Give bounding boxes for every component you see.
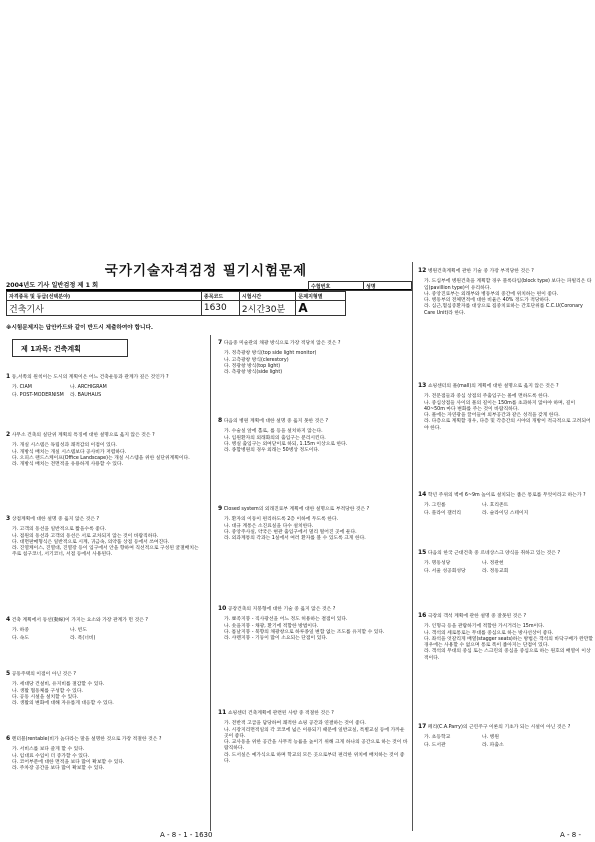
exam-info-table — [6, 291, 346, 316]
exam-title: 국가기술자격검정 필기시험문제 — [104, 263, 308, 279]
answer-option: 라. 심근,혈심증환자를 대상으로 집중치료하는 간호단위를 C.C.U(Coronary Care Unit)라 한다. — [424, 304, 583, 316]
column-divider — [412, 262, 413, 831]
answer-options — [218, 351, 408, 376]
question-number: 16 — [418, 612, 427, 619]
question-stem: Closed system의 외래진료부 계획에 대한 설명으로 부적당한 것은 ? — [223, 507, 370, 512]
question-text — [6, 432, 202, 439]
answer-option: 다. 코어부분에 대한 면적을 보다 많이 확보할 수 있다. — [12, 759, 125, 765]
answer-option: 라. 외과계통의 각과는 1실에서 여러 환자를 볼 수 있도록 크게 한다. — [224, 536, 366, 542]
answer-options — [218, 429, 408, 454]
answer-option: 다. 속도 — [12, 635, 29, 641]
question-stem: 쇼핑센터의 몰(mall)의 계획에 대한 설명으로 옳지 않은 것은 ? — [427, 384, 559, 389]
answer-option: 가. 명동성당 — [424, 561, 451, 567]
answer-option: 가. 인형극 등을 관람하기에 적합한 가시거리는 15m이다. — [424, 624, 545, 630]
question-stem: 쇼핑센터 건축계획에 관련된 사항 중 적절한 것은 ? — [227, 711, 334, 716]
answer-option: 라. 개방식 배치는 전면적을 유용하게 사용할 수 있다. — [12, 462, 124, 468]
question-number: 4 — [6, 616, 11, 623]
question-number: 9 — [218, 505, 223, 512]
answer-option: 나. ARCHIGRAM — [70, 385, 107, 391]
answer-option: 다. 몰에는 자연광을 끌어들여 외부공간과 같은 성격을 갖게 한다. — [424, 413, 560, 419]
answer-option: 나. 개방식 배치는 개실 시스템보다 공사비가 저렴하다. — [12, 449, 127, 455]
question-16 — [418, 613, 595, 662]
answer-option: 가. 전반적 고급을 담당하여 쾌적한 쇼핑 공간과 연결하는 것이 좋다. — [224, 721, 366, 727]
question-text — [418, 492, 595, 499]
answer-option: 가. 세대당 건설비, 유지비를 절감할 수 있다. — [12, 682, 105, 688]
answer-option: 다. 서울 성공회성당 — [424, 568, 466, 574]
time-value: 2시간30분 — [239, 301, 296, 316]
question-2 — [6, 432, 202, 468]
question-number: 17 — [418, 723, 427, 730]
code-value: 1630 — [201, 301, 239, 316]
answer-option: 라. 정동교회 — [482, 568, 509, 574]
answer-option: 나. 시장지리면적일의 각 코코에 넓은 이용되기 때문에 일반교실, 특별교실 등에 가까운 곳이 좋다. — [224, 727, 405, 739]
question-number: 11 — [218, 709, 227, 716]
answer-option: 다. 좌석을 엇갈리게 배열(stagger seats)하는 방법은 객석의 바닥구배가 완만할 경우에는 사용할 수 없으며 통로 폭이 좁아지는 단점이 있다. — [424, 636, 594, 649]
question-stem: 다음중 미술관의 채광 방식으로 가장 적당치 않은 것은 ? — [223, 341, 341, 346]
question-text — [418, 268, 595, 275]
page-footer-left: A - 8 - 1 - 1630 — [160, 831, 213, 839]
question-stem: 사무소 건축의 실단위 계획의 특징에 대한 설명으로 옳지 않은 것은 ? — [11, 433, 155, 438]
answer-option: 가. 초등학교 — [424, 735, 451, 741]
answer-options — [418, 394, 595, 432]
column-divider — [210, 335, 211, 831]
type-value: A — [296, 301, 346, 316]
answer-option: 다. 병동부의 전체면적에 대한 비율은 40% 정도가 적당하다. — [424, 298, 551, 304]
question-text — [6, 516, 202, 523]
question-stem: 페리(C.A.Parry)의 근린주구 이론의 기초가 되는 시설이 아닌 것은 ? — [427, 725, 571, 730]
question-text — [6, 617, 202, 624]
answer-option: 나. 대규 계통은 소진료실을 다수 설치한다. — [224, 523, 314, 529]
answer-options — [418, 624, 595, 662]
answer-options — [218, 721, 408, 765]
category-value: 건축기사 — [7, 301, 202, 316]
question-text — [6, 671, 202, 678]
answer-option: 다. POST-MODERNISM — [12, 392, 64, 398]
answer-options — [418, 561, 595, 575]
question-number: 7 — [218, 339, 223, 346]
question-text — [218, 710, 408, 717]
question-15 — [418, 550, 595, 575]
question-8 — [218, 418, 408, 454]
question-stem: 건축 계획에서 동선(動線)이 가지는 요소와 가장 관계가 먼 것은 ? — [11, 618, 148, 623]
time-label: 시험시간 — [239, 292, 296, 301]
question-text — [6, 736, 202, 743]
answer-option: 가. 뾰족지붕 - 직사광선을 어느 정도 허용하는 결점이 있다. — [224, 617, 348, 623]
answer-option: 라. 진열케이스, 진열대, 진열장 등이 입구에서 안을 향하여 직선적으로 구성된 굴절배치는 주로 침구코너, 서기코너, 서점 등에서 사용된다. — [12, 546, 199, 558]
question-stem: 학년 주위의 벽에 6~9m 높이로 설치되는 좁은 통로를 무엇이라고 하는가 ? — [427, 493, 586, 498]
answer-option: 나. 입원환자의 외래화의의 출입구는 분리시킨다. — [224, 435, 326, 441]
question-stem: 렌터블(rentable)비가 높다라는 말을 설명한 것으로 가장 적절한 것은 ? — [11, 737, 162, 742]
question-5 — [6, 671, 202, 707]
question-text — [418, 550, 595, 557]
type-label: 문제지형별 — [296, 292, 346, 301]
answer-option: 다. 플라이 갤러리 — [424, 510, 462, 516]
answer-option: 나. 고측광창 방식(clerestory) — [224, 357, 289, 363]
question-text — [418, 613, 595, 620]
answer-option: 나. 솟을지붕 - 채광, 환기에 적합한 방법이다. — [224, 623, 319, 629]
question-number: 15 — [418, 549, 427, 556]
question-text — [218, 340, 408, 347]
name-label: 성명 — [364, 282, 412, 291]
question-text — [418, 383, 595, 390]
answer-options — [6, 385, 202, 399]
question-stem: 상점계획에 대한 설명 중 옳지 않은 것은 ? — [11, 517, 100, 522]
question-3 — [6, 516, 202, 559]
answer-options — [418, 503, 595, 517]
answer-option: 나. 임대료 수입이 더 증가할 수 있다. — [12, 753, 90, 759]
answer-option: 나. 중앙진료부는 외래부와 병동부의 중간에 위치하는 편이 좋다. — [424, 291, 559, 297]
answer-option: 가. 전문점들과 중심 상점의 주출입구는 몰에 면하도록 한다. — [424, 394, 549, 400]
question-number: 5 — [6, 670, 11, 677]
question-text — [218, 506, 408, 513]
answer-option: 나. 병원 — [482, 735, 499, 741]
answer-option: 라. 샤렌지붕 - 기둥이 많이 소요되는 단점이 있다. — [224, 636, 328, 642]
question-number: 3 — [6, 515, 11, 522]
question-14 — [418, 492, 595, 517]
question-number: 2 — [6, 431, 11, 438]
answer-option: 라. 주차장 공간을 보다 많이 확보할 수 있다. — [12, 766, 105, 772]
section-title: 제 1과목: 건축계획 — [12, 339, 128, 357]
question-7 — [218, 340, 408, 376]
answer-option: 나. 중심상점들 사이의 몰의 길이는 150m를 초과하지 않아야 하며, 길이 40~50m 마다 변화를 주는 것이 바람직하다. — [424, 400, 576, 412]
question-text — [218, 606, 408, 613]
question-13 — [418, 383, 595, 432]
question-number: 14 — [418, 491, 427, 498]
answer-options — [418, 735, 595, 749]
category-label: 자격종목 및 등급(선택분야) — [7, 292, 202, 301]
question-9 — [218, 506, 408, 542]
answer-option: 가. 고객의 동선을 일반적으로 짧을수록 좋다. — [12, 527, 107, 533]
answer-option: 라. 측광창 방식(side light) — [224, 370, 283, 376]
answer-option: 가. 환자의 이동이 편리하도록 2층 이하에 두도록 한다. — [224, 517, 339, 523]
question-4 — [6, 617, 202, 642]
question-11 — [218, 710, 408, 765]
question-stem: 병원건축계획에 관한 기술 중 가장 부적당한 것은 ? — [427, 269, 534, 274]
answer-option: 가. CIAM — [12, 385, 32, 391]
answer-option: 나. 객석의 세로통로는 무대를 중심으로 하는 방사선상이 좋다. — [424, 630, 554, 636]
question-stem: 동,서쪽의 원칙이는 도시의 계획이온 어느 건축운동과 관계가 깊은 것인가 ? — [11, 375, 169, 380]
answer-options — [6, 747, 202, 772]
answer-option: 다. 공동 시설을 설치할 수 있다. — [12, 694, 79, 700]
answer-option: 라. 도서실은 예가식으로 하며 학교의 모든 곳으로부터 편리한 위치에 배치하는 것이 좋다. — [224, 752, 405, 765]
answer-option: 라. BAUHAUS — [70, 392, 102, 398]
answer-option: 다. 도서관 — [424, 742, 446, 748]
answer-option: 라. 생활의 변화에 대해 자유롭게 대응할 수 있다. — [12, 701, 114, 707]
question-stem: 공동주택의 이점이 아닌 것은 ? — [11, 672, 76, 677]
answer-option: 라. 다층으로 계획할 경우, 다층 및 각층간의 시야의 개방이 적극적으로 고려되어야 한다. — [424, 419, 591, 431]
answer-option: 나. 호리존트 — [482, 503, 509, 509]
answer-option: 다. 오피스 랜드스케이프(Office Landscape)는 개실 시스템을 위한 실단위계획이다. — [12, 455, 190, 461]
answer-option: 가. 정측광창 방식(top side light monitor) — [224, 351, 317, 357]
answer-option: 가. 도심부에 병원건축을 계획할 경우 블록타입(block type) 보다는 파빌리온 타입(pavillion type)이 유리하다. — [424, 279, 592, 291]
answer-options — [6, 628, 202, 642]
question-10 — [218, 606, 408, 642]
question-number: 12 — [418, 267, 427, 274]
answer-option: 다. 톱날지붕 - 북향의 채광창으로 하루종일 변함 없는 조도를 유지할 수 있다. — [224, 629, 385, 635]
page-footer-right: A - 8 - — [560, 831, 581, 839]
question-17 — [418, 724, 595, 749]
question-stem: 극장의 객석 계획에 관한 설명 중 잘못된 것은 ? — [427, 614, 527, 619]
answer-option: 라. 객석의 무대의 중심 또는 스크린의 중심을 중심으로 하는 원호의 배열이 이상적이다. — [424, 649, 591, 661]
answer-options — [6, 527, 202, 558]
answer-option: 가. 그린룸 — [424, 503, 446, 509]
question-text — [218, 418, 408, 425]
answer-option: 다. 중앙주사실, 약국은 현관 출입구에서 멀리 떨어진 곳에 둔다. — [224, 529, 357, 535]
question-number: 13 — [418, 382, 427, 389]
question-text — [418, 724, 595, 731]
answer-option: 다. 교사동을 위한 공간을 사무적 능률을 높이기 위해 크게 하나의 공간으로 하는 것이 바람직하다. — [224, 740, 408, 752]
question-12 — [418, 268, 595, 317]
candidate-table — [308, 281, 412, 291]
answer-options — [218, 617, 408, 642]
answer-option: 나. 빈도 — [70, 628, 87, 634]
answer-options — [6, 443, 202, 468]
answer-option: 나. 생활 협동체를 구성할 수 있다. — [12, 688, 83, 694]
answer-option: 나. 정관헌 — [482, 561, 504, 567]
exam-session: 2004년도 기사 일반검정 제 1 회 — [6, 282, 99, 289]
submission-notice: ※시험문제지는 답안카드와 같이 반드시 제출하여야 합니다. — [6, 325, 153, 331]
answer-option: 다. 대면판매형식은 일반적으로 시계, 귀금속, 의약품 상점 등에서 쓰여진다. — [12, 539, 170, 545]
answer-option: 라. 파출소 — [482, 742, 504, 748]
question-stem: 공장건축의 지붕형에 대한 기술 중 옳지 않은 것은 ? — [227, 607, 336, 612]
answer-option: 나. 점원의 동선과 고객의 동선은 서로 교차되지 않는 것이 바람직하다. — [12, 533, 159, 539]
answer-option: 라. 슬라이딩 스테이지 — [482, 510, 529, 516]
question-stem: 다음의 병원 계획에 대한 설명 중 옳지 못한 것은 ? — [223, 419, 329, 424]
answer-option: 라. 종합병원의 경우 외래는 50병상 정도이다. — [224, 448, 320, 454]
exam-no-label: 수험번호 — [309, 282, 364, 291]
answer-option: 가. 하중 — [12, 628, 29, 634]
question-number: 6 — [6, 735, 11, 742]
answer-option: 다. 병실 출입구는 외여닫이로 하되, 1.15m 이상으로 한다. — [224, 441, 348, 447]
question-1 — [6, 374, 202, 399]
answer-option: 가. 서비스를 보다 즐게 할 수 있다. — [12, 747, 85, 753]
answer-option: 다. 정광창 방식(top light) — [224, 363, 281, 369]
answer-options — [218, 517, 408, 542]
question-number: 8 — [218, 417, 223, 424]
answer-option: 가. 개실 시스템은 독립성과 쾌적감의 이점이 있다. — [12, 443, 117, 449]
question-stem: 다음의 한국 근대건축 중 르네상스크 양식을 취하고 있는 것은 ? — [427, 551, 561, 556]
question-6 — [6, 736, 202, 772]
question-number: 10 — [218, 605, 227, 612]
code-label: 종목코드 — [201, 292, 239, 301]
answer-options — [418, 279, 595, 317]
answer-option: 라. 폭(너비) — [70, 635, 96, 641]
answer-option: 가. 수술실 앞에 홀로, 를 등을 설치하지 않는다. — [224, 429, 323, 435]
answer-options — [6, 682, 202, 707]
question-number: 1 — [6, 373, 11, 380]
question-text — [6, 374, 202, 381]
